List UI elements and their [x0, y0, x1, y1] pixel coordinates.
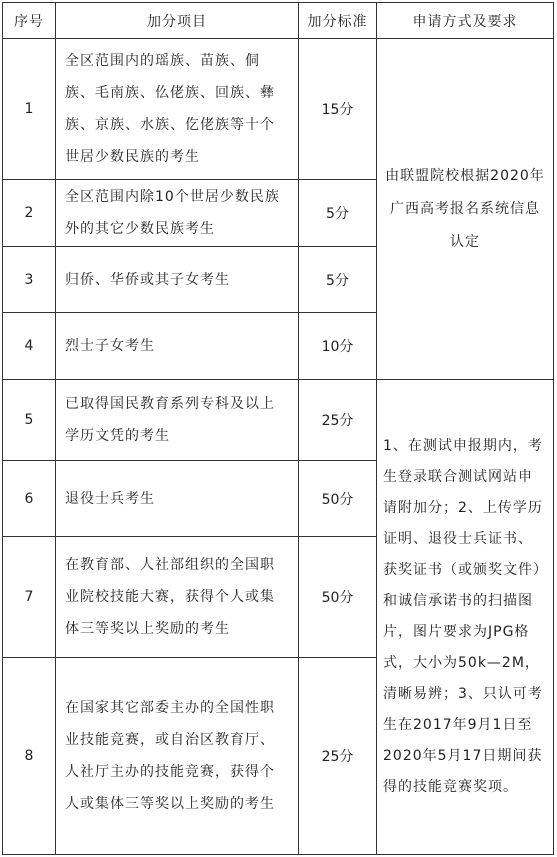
bonus-score: 10分 [299, 313, 377, 380]
row-number: 5 [3, 380, 56, 461]
bonus-item: 已取得国民教育系列专科及以上学历文凭的考生 [56, 380, 299, 461]
row-number: 3 [3, 247, 56, 313]
bonus-item: 归侨、华侨或其子女考生 [56, 247, 299, 313]
bonus-score: 50分 [299, 461, 377, 537]
row-number: 6 [3, 461, 56, 537]
row-number: 1 [3, 39, 56, 180]
row-number: 4 [3, 313, 56, 380]
requirement-cell-a [377, 39, 554, 380]
header-score: 加分标准 [299, 3, 377, 39]
bonus-item: 在国家其它部委主办的全国性职业技能竞赛，或自治区教育厅、人社厅主办的技能竞赛，获得个人或集体三等奖以上奖励的考生 [56, 658, 299, 855]
requirement-cell-b [377, 380, 554, 855]
bonus-item: 全区范围内除10个世居少数民族外的其它少数民族考生 [56, 180, 299, 247]
bonus-score: 5分 [299, 180, 377, 247]
bonus-score: 15分 [299, 39, 377, 180]
requirement-text-b: 1、在测试申报期内，考生登录联合测试网站申请附加分；2、上传学历证明、退役士兵证书、获奖证书（或颁奖文件）和诚信承诺书的扫描图片，图片要求为JPG格式，大小为50k—2M，清晰易辨；3、只认可考生在2017年9月1日至2020年5月17日期间获得的技能竞赛奖项。 [383, 438, 543, 795]
requirement-text-a: 由联盟院校根据2020年广西高考报名系统信息认定 [385, 167, 545, 250]
header-item: 加分项目 [56, 3, 299, 39]
header-row [3, 3, 554, 39]
bonus-score: 25分 [299, 658, 377, 855]
bonus-points-table [2, 2, 554, 855]
bonus-item: 烈士子女考生 [56, 313, 299, 380]
bonus-item: 全区范围内的瑶族、苗族、侗族、毛南族、仫佬族、回族、彝族、京族、水族、仡佬族等十个世居少数民族的考生 [56, 39, 299, 180]
bonus-score: 50分 [299, 537, 377, 658]
header-no: 序号 [3, 3, 56, 39]
bonus-score: 25分 [299, 380, 377, 461]
bonus-item: 退役士兵考生 [56, 461, 299, 537]
row-number: 8 [3, 658, 56, 855]
header-requirement: 申请方式及要求 [377, 3, 554, 39]
bonus-item: 在教育部、人社部组织的全国职业院校技能大赛，获得个人或集体三等奖以上奖励的考生 [56, 537, 299, 658]
row-number: 2 [3, 180, 56, 247]
bonus-score: 5分 [299, 247, 377, 313]
table-row [3, 39, 554, 180]
row-number: 7 [3, 537, 56, 658]
table-row [3, 380, 554, 461]
